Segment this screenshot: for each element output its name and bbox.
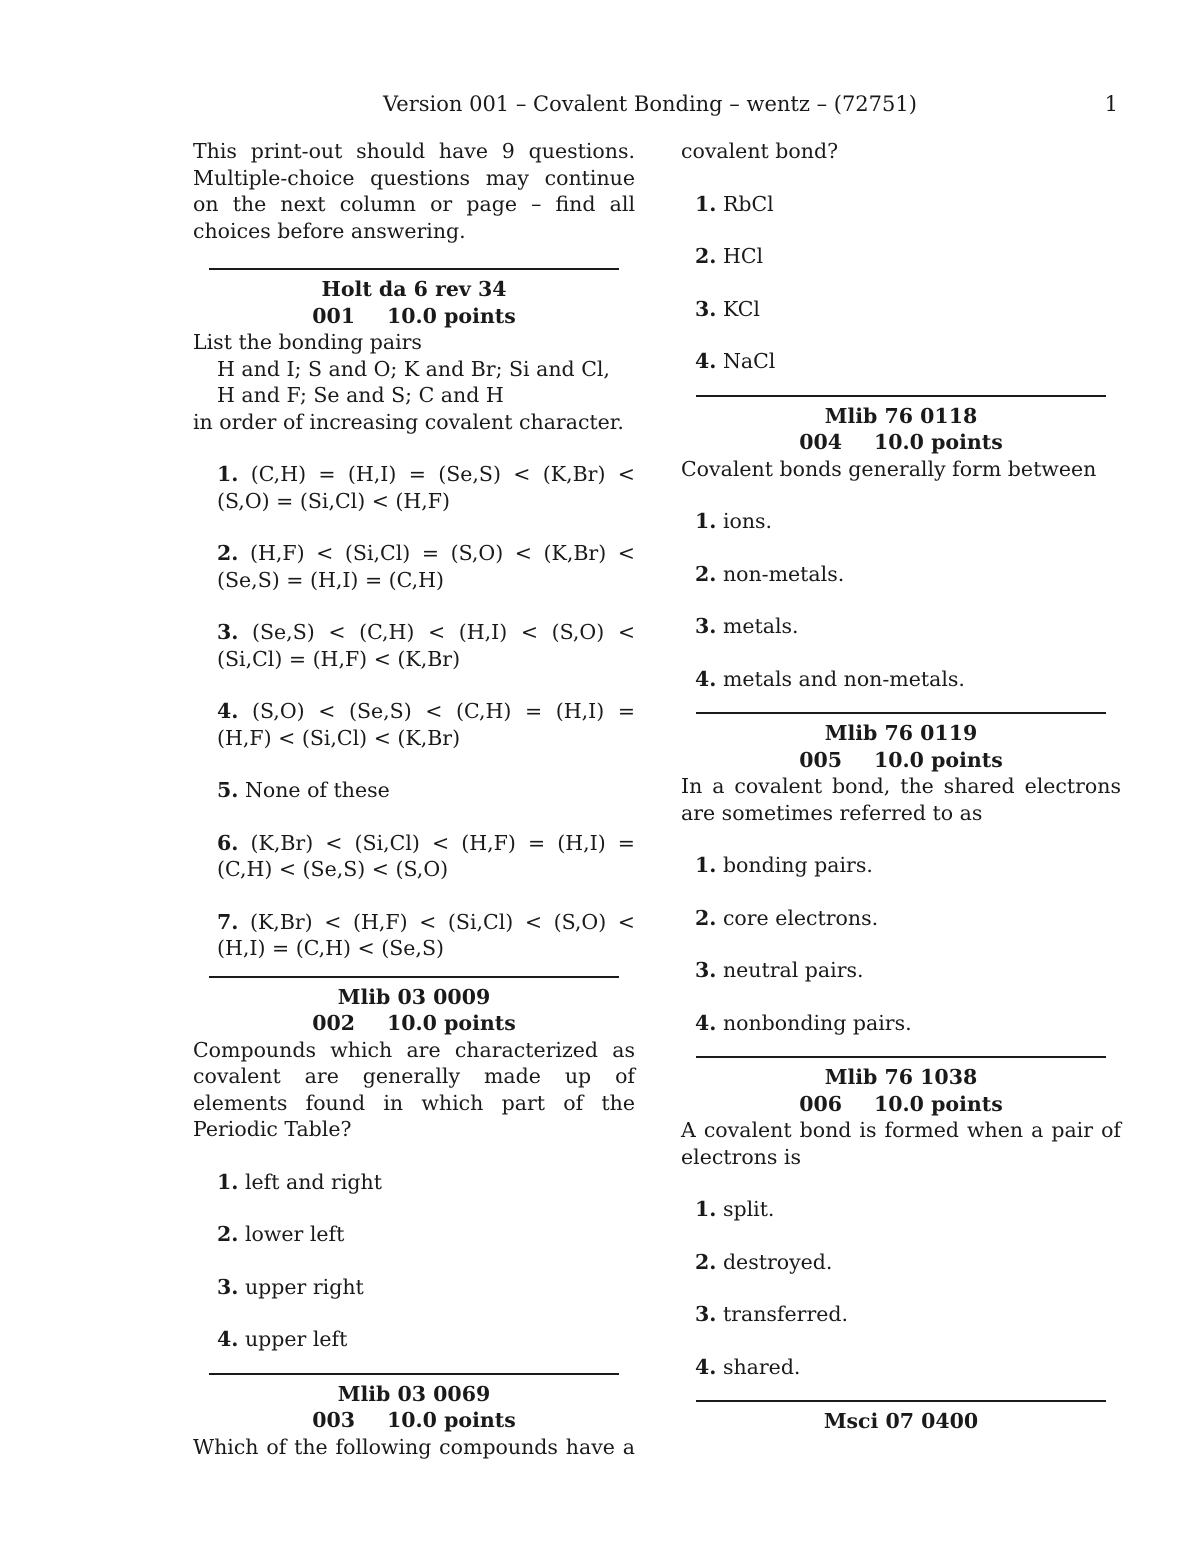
question-number: 002	[312, 1011, 355, 1035]
answer-choice[interactable]	[681, 1354, 1121, 1381]
choice-text: nonbonding pairs.	[722, 1010, 912, 1035]
choice-number: 1.	[695, 191, 717, 216]
choice-number: 3.	[695, 1302, 717, 1326]
question-number-line	[681, 1091, 1121, 1118]
choice-number: 4.	[695, 1010, 717, 1035]
answer-choice[interactable]	[681, 191, 1121, 218]
answer-choice[interactable]	[193, 1274, 635, 1301]
choice-number: 2.	[217, 1222, 239, 1246]
answer-choice[interactable]	[193, 698, 635, 751]
right-column	[681, 138, 1121, 1435]
choice-number: 2.	[695, 1249, 717, 1274]
choice-number: 1.	[695, 509, 717, 533]
intro-text: This print-out should have 9 questions. Multiple-choice questions may continue on the next column or page – find all choices before answering.	[193, 139, 635, 243]
question-002	[193, 984, 635, 1353]
answer-choice[interactable]	[681, 348, 1121, 375]
choice-text: left and right	[244, 1169, 382, 1194]
question-number: 004	[799, 430, 842, 454]
question-stem: In a covalent bond, the shared electrons are sometimes referred to as	[681, 774, 1121, 825]
choice-text: transferred.	[722, 1302, 849, 1326]
choice-text: ions.	[722, 509, 773, 533]
answer-choice[interactable]	[681, 508, 1121, 535]
answer-choice[interactable]	[193, 1326, 635, 1353]
question-stem: Compounds which are characterized as covalent are generally made up of elements found in which part of the Periodic Table?	[193, 1037, 635, 1141]
choice-text: neutral pairs.	[722, 958, 864, 982]
choice-text: NaCl	[722, 349, 776, 373]
choice-text: (K,Br) < (H,F) < (Si,Cl) < (S,O) < (H,I) = (C,H) < (Se,S)	[217, 909, 635, 960]
choice-number: 4.	[217, 699, 239, 723]
question-001	[193, 276, 635, 962]
choice-number: 4.	[695, 1354, 717, 1379]
choice-text: None of these	[244, 778, 390, 802]
choice-number: 2.	[217, 541, 239, 565]
question-stem: covalent bond?	[681, 139, 839, 163]
answer-choice[interactable]	[681, 1010, 1121, 1037]
answer-choice[interactable]	[193, 909, 635, 962]
choice-number: 1.	[695, 853, 717, 877]
question-number-line	[681, 429, 1121, 456]
choice-number: 4.	[695, 349, 717, 373]
question-stem: Which of the following compounds have a	[193, 1434, 635, 1459]
choice-text: (C,H) = (H,I) = (Se,S) < (K,Br) < (S,O) = (Si,Cl) < (H,F)	[217, 462, 635, 513]
choice-text: split.	[722, 1197, 775, 1221]
choice-number: 3.	[695, 958, 717, 982]
choice-number: 3.	[217, 1274, 239, 1299]
answer-choice[interactable]	[681, 666, 1121, 693]
answer-choice[interactable]	[193, 1221, 635, 1248]
choice-number: 3.	[217, 620, 239, 644]
answer-choice[interactable]	[681, 905, 1121, 932]
question-source: Holt da 6 rev 34	[321, 277, 507, 301]
answer-choice[interactable]	[193, 830, 635, 883]
answer-choice[interactable]	[681, 613, 1121, 640]
choice-text: shared.	[722, 1354, 801, 1379]
page-header	[0, 92, 1200, 124]
question-007	[681, 1408, 1121, 1435]
document-title: Version 001 – Covalent Bonding – wentz – (72751)	[383, 92, 917, 116]
choice-text: upper left	[244, 1327, 348, 1351]
choice-text: non-metals.	[722, 561, 845, 586]
answer-choice[interactable]	[193, 777, 635, 804]
question-source: Mlib 76 0118	[824, 403, 978, 428]
question-source: Mlib 03 0069	[337, 1381, 491, 1406]
question-source: Mlib 03 0009	[337, 984, 491, 1009]
choice-text: metals and non-metals.	[722, 666, 965, 691]
question-number: 005	[799, 747, 842, 772]
question-stem: List the bonding pairs	[193, 330, 422, 354]
choice-number: 2.	[695, 561, 717, 586]
question-004	[681, 403, 1121, 693]
choice-text: HCl	[722, 244, 764, 268]
answer-choice[interactable]	[681, 561, 1121, 588]
answer-choice[interactable]	[681, 243, 1121, 270]
choice-text: (K,Br) < (Si,Cl) < (H,F) = (H,I) = (C,H) < (Se,S) < (S,O)	[217, 830, 635, 881]
choice-text: upper right	[244, 1274, 364, 1299]
question-number: 006	[799, 1091, 842, 1116]
choice-text: lower left	[244, 1222, 345, 1246]
answer-choice[interactable]	[681, 296, 1121, 323]
choice-number: 5.	[217, 778, 239, 802]
question-number-line	[193, 1407, 635, 1434]
question-number-line	[681, 747, 1121, 774]
choice-number: 1.	[217, 462, 239, 486]
choice-number: 1.	[695, 1197, 717, 1221]
answer-choice[interactable]	[681, 957, 1121, 984]
answer-choice[interactable]	[193, 619, 635, 672]
answer-choice[interactable]	[193, 1169, 635, 1196]
left-column	[193, 138, 635, 1460]
question-number-line	[193, 1010, 635, 1037]
question-number: 003	[312, 1408, 355, 1432]
question-number-line	[193, 303, 635, 330]
page-number: 1	[1104, 92, 1118, 116]
question-points: 10.0 points	[874, 430, 1003, 454]
question-points: 10.0 points	[387, 1408, 516, 1432]
choice-number: 6.	[217, 830, 239, 855]
question-points: 10.0 points	[874, 1091, 1003, 1116]
choice-number: 4.	[695, 666, 717, 691]
question-stem: in order of increasing covalent character.	[193, 409, 624, 434]
answer-choice[interactable]	[681, 1249, 1121, 1276]
choice-number: 3.	[695, 296, 717, 321]
question-003	[193, 1381, 635, 1461]
question-005	[681, 720, 1121, 1036]
question-source: Mlib 76 0119	[824, 721, 978, 745]
choice-number: 4.	[217, 1327, 239, 1351]
answer-choice[interactable]	[193, 540, 635, 593]
choice-text: (S,O) < (Se,S) < (C,H) = (H,I) = (H,F) < (Si,Cl) < (K,Br)	[217, 699, 635, 750]
answer-choice[interactable]	[681, 1301, 1121, 1328]
answer-choice[interactable]	[681, 852, 1121, 879]
choice-number: 2.	[695, 244, 717, 268]
question-number: 001	[312, 303, 355, 328]
choice-text: metals.	[722, 614, 799, 638]
choice-text: RbCl	[722, 191, 774, 216]
question-points: 10.0 points	[387, 303, 516, 328]
choice-number: 7.	[217, 909, 239, 934]
choice-text: bonding pairs.	[722, 853, 873, 877]
question-points: 10.0 points	[874, 747, 1003, 772]
choice-text: (H,F) < (Si,Cl) = (S,O) < (K,Br) < (Se,S) = (H,I) = (C,H)	[217, 541, 635, 592]
question-003-continued	[681, 138, 1121, 375]
question-stem: H and I; S and O; K and Br; Si and Cl,	[217, 356, 610, 381]
question-006	[681, 1064, 1121, 1380]
choice-number: 1.	[217, 1169, 239, 1194]
question-stem: A covalent bond is formed when a pair of electrons is	[681, 1118, 1121, 1169]
question-source: Mlib 76 1038	[824, 1065, 978, 1089]
choice-text: destroyed.	[722, 1249, 833, 1274]
question-stem: H and F; Se and S; C and H	[217, 383, 504, 407]
answer-choice[interactable]	[193, 461, 635, 514]
choice-text: core electrons.	[722, 905, 879, 930]
choice-text: KCl	[722, 296, 760, 321]
choice-text: (Se,S) < (C,H) < (H,I) < (S,O) < (Si,Cl) = (H,F) < (K,Br)	[217, 620, 635, 671]
choice-number: 2.	[695, 905, 717, 930]
question-points: 10.0 points	[387, 1011, 516, 1035]
answer-choice[interactable]	[681, 1196, 1121, 1223]
question-source: Msci 07 0400	[823, 1409, 979, 1433]
choice-number: 3.	[695, 614, 717, 638]
question-stem: Covalent bonds generally form between	[681, 456, 1097, 481]
